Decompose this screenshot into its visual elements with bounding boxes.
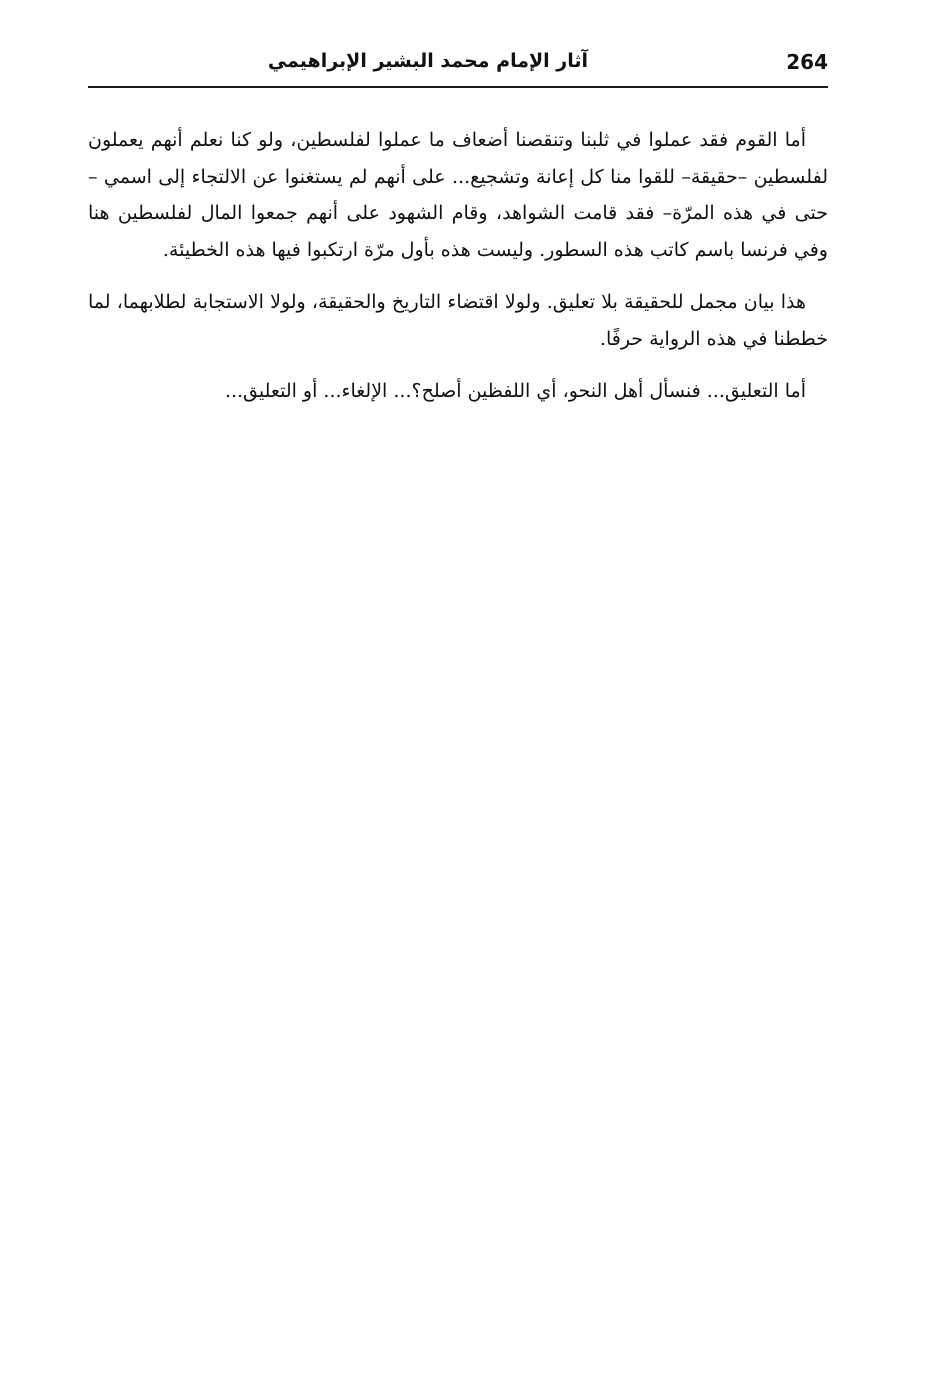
book-title: آثار الإمام محمد البشير الإبراهيمي: [267, 50, 588, 72]
paragraph: هذا بيان مجمل للحقيقة بلا تعليق. ولولا اقتضاء التاريخ والحقيقة، ولولا الاستجابة لطلابهما، لما خططنا في هذه الرواية حرفًا.: [88, 291, 828, 350]
paragraph: أما التعليق... فنسأل أهل النحو، أي اللفظين أصلح؟... الإلغاء... أو التعليق...: [224, 380, 806, 402]
page-number: 264: [786, 50, 828, 74]
running-header: [88, 46, 828, 88]
body-text: [88, 122, 828, 410]
paragraph: أما القوم فقد عملوا في ثلبنا وتنقصنا أضعاف ما عملوا لفلسطين، ولو كنا نعلم أنهم يعملون لفلسطين –حقيقة– للقوا منا كل إعانة وتشجيع... على أنهم لم يستغنوا عن الالتجاء إلى اسمي –حتى في هذه المرّة– فقد قامت الشواهد، وقام الشهود على أنهم جمعوا المال لفلسطين هنا وفي فرنسا باسم كاتب هذه السطور. وليست هذه بأول مرّة ارتكبوا فيها هذه الخطيئة.: [88, 129, 828, 261]
